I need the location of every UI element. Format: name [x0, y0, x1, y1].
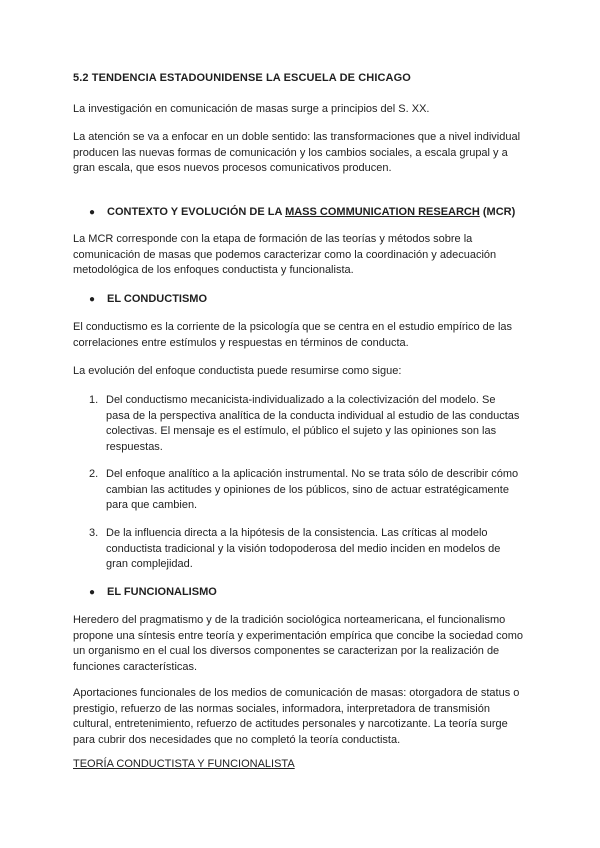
list-line: pasa de la perspectiva analítica de la conducta individual al estudio de las conductas — [106, 409, 520, 422]
paragraph-line: Aportaciones funcionales de los medios de comunicación de masas: otorgadora de status o — [73, 687, 520, 699]
paragraph-line: cultural, entretenimiento, refuerzo de actitudes personales y narcotizante. La teoría surge — [73, 718, 508, 730]
paragraph-line: comunicación de masas que podemos caracterizar como la coordinación y adecuación — [73, 248, 497, 261]
list-line: para que cambien. — [106, 499, 198, 511]
paragraph-line: funciones características. — [73, 660, 198, 673]
heading-underlined: MASS COMMUNICATION RESEARCH — [285, 206, 480, 218]
list-line: De la influencia directa a la hipótesis de la consistencia. Las críticas al modelo — [106, 527, 488, 539]
mcr-paragraph — [73, 232, 535, 279]
section-title: 5.2 TENDENCIA ESTADOUNIDENSE LA ESCUELA DE CHICAGO — [73, 72, 411, 84]
paragraph-line: para cubrir dos necesidades que no completó la teoría conductista. — [73, 733, 401, 746]
bullet-icon: ● — [89, 294, 96, 305]
paragraph-line: metodológica de los enfoques conductista y funcionalista. — [73, 264, 354, 276]
aportaciones-paragraph — [73, 686, 535, 748]
bullet-icon: ● — [89, 207, 96, 218]
conductismo-paragraph — [73, 320, 535, 351]
heading-label: EL FUNCIONALISMO — [107, 586, 217, 598]
heading-suffix: (MCR) — [479, 206, 516, 218]
list-line: respuestas. — [106, 440, 163, 453]
list-line: conductista tradicional y la visión todopoderosa del medio inciden en modelos de — [106, 542, 501, 555]
paragraph-line: propone una síntesis entre teoría y experimentación empírica que concibe la sociedad como — [73, 629, 524, 642]
bullet-heading-mcr — [89, 206, 515, 218]
list-line: cambian las actitudes y opiniones de los públicos, sino de actuar estratégicamente — [106, 483, 509, 496]
paragraph-line: La MCR corresponde con la etapa de formación de las teorías y métodos sobre la — [73, 233, 473, 245]
list-line: colectivas. El mensaje es el estímulo, el público el sujeto y las opiniones son las — [106, 425, 497, 437]
list-item — [89, 526, 529, 573]
list-number: 3. — [89, 527, 99, 539]
intro-paragraph: La investigación en comunicación de masas surge a principios del S. XX. — [73, 103, 430, 115]
heading-prefix: CONTEXTO Y EVOLUCIÓN DE LA — [107, 206, 286, 218]
funcionalismo-paragraph — [73, 613, 535, 675]
list-line: gran complejidad. — [106, 558, 193, 570]
list-line: Del enfoque analítico a la aplicación instrumental. No se trata sólo de describir cómo — [106, 468, 519, 480]
list-number: 2. — [89, 468, 99, 480]
evolucion-paragraph: La evolución del enfoque conductista puede resumirse como sigue: — [73, 365, 402, 377]
paragraph-line: La atención se va a enfocar en un doble sentido: las transformaciones que a nivel individual — [73, 131, 521, 143]
paragraph-line: producen las nuevas formas de comunicación y los cambios sociales, a escala grupal y a — [73, 146, 508, 159]
bullet-heading-conductismo — [89, 293, 207, 305]
list-item — [89, 467, 529, 514]
teoria-link[interactable]: TEORÍA CONDUCTISTA Y FUNCIONALISTA — [73, 758, 295, 770]
paragraph-line: El conductismo es la corriente de la psicología que se centra en el estudio empírico de las — [73, 321, 513, 333]
list-item — [89, 393, 529, 455]
bullet-icon: ● — [89, 587, 96, 598]
paragraph-line: prestigio, refuerzo de las normas sociales, informadora, interpretadora de transmisión — [73, 702, 490, 715]
paragraph-line: gran escala, que esos nuevos procesos comunicativos producen. — [73, 162, 392, 174]
heading-label: EL CONDUCTISMO — [107, 293, 208, 305]
list-number: 1. — [89, 394, 99, 406]
attention-paragraph — [73, 130, 535, 177]
bullet-heading-funcionalismo — [89, 586, 217, 598]
list-line: Del conductismo mecanicista-individualizado a la colectivización del modelo. Se — [106, 394, 496, 406]
paragraph-line: correlaciones entre estímulos y respuestas en términos de conducta. — [73, 336, 409, 349]
paragraph-line: un organismo en el cual los diversos componentes se caracterizan por la realización de — [73, 645, 500, 657]
paragraph-line: Heredero del pragmatismo y de la tradición sociológica norteamericana, el funcionalismo — [73, 614, 506, 626]
